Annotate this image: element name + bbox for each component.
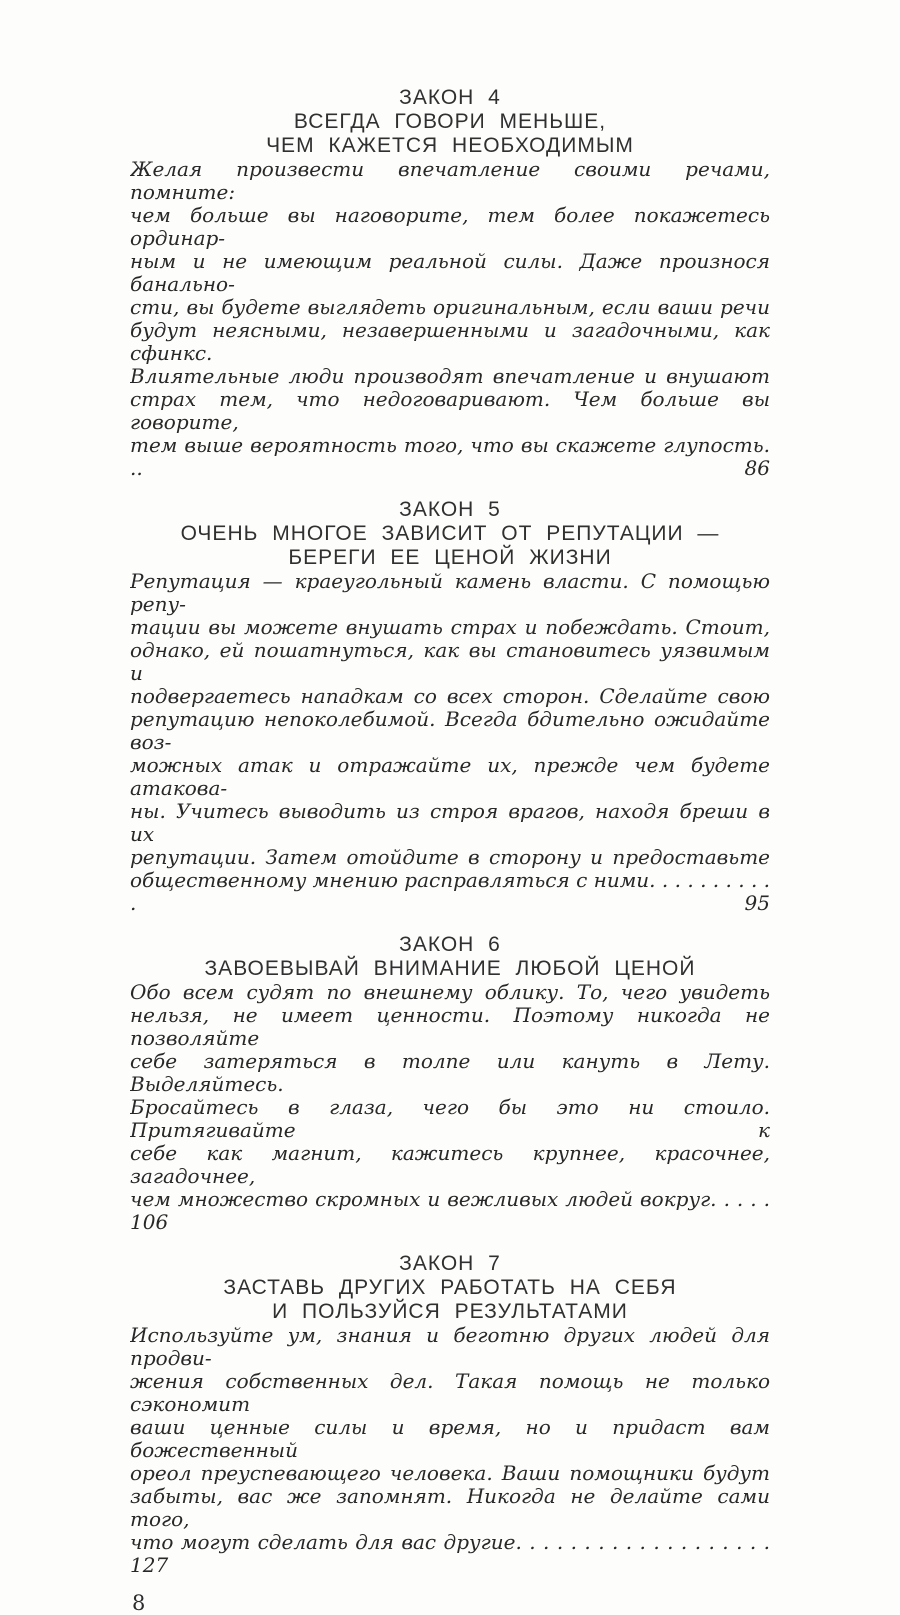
description-last-line (130, 434, 770, 480)
description-line: чем больше вы наговорите, тем более покажетесь ординар- (130, 204, 770, 250)
law-description (130, 1324, 770, 1577)
description-line: однако, ей пошатнуться, как вы становитесь уязвимым и (130, 639, 770, 685)
page-ref: 127 (130, 1553, 169, 1577)
description-line: будут неясными, незавершенными и загадочными, как сфинкс. (130, 319, 770, 365)
law-title-line: ОЧЕНЬ МНОГОЕ ЗАВИСИТ ОТ РЕПУТАЦИИ — (180, 522, 720, 545)
leader-dots: .. (130, 456, 143, 480)
description-line: ваши ценные силы и время, но и придаст вам божественный (130, 1416, 770, 1462)
law-title-line: ВСЕГДА ГОВОРИ МЕНЬШЕ, (293, 110, 607, 133)
law-description (130, 158, 770, 480)
law-section (130, 1252, 770, 1577)
law-heading (130, 1252, 770, 1324)
law-description (130, 981, 770, 1234)
description-line: Обо всем судят по внешнему облику. То, чего увидеть (130, 981, 770, 1004)
page-ref: 106 (130, 1210, 169, 1234)
law-title-line: БЕРЕГИ ЕЕ ЦЕНОЙ ЖИЗНИ (288, 546, 612, 569)
description-last-line (130, 1531, 770, 1577)
description-tail: что могут сделать для вас другие. (130, 1531, 522, 1554)
description-last-line (130, 1188, 770, 1234)
description-line: себе затеряться в толпе или кануть в Лету. Выделяйтесь. (130, 1050, 770, 1096)
law-title-line: ЧЕМ КАЖЕТСЯ НЕОБХОДИМЫМ (266, 134, 634, 157)
description-tail: общественному мнению расправляться с ними. (130, 869, 656, 892)
law-heading (130, 933, 770, 981)
law-section (130, 498, 770, 915)
description-line: тации вы можете внушать страх и побеждать. Стоит, (130, 616, 770, 639)
description-line: Влиятельные люди производят впечатление и внушают (130, 365, 770, 388)
description-line: Бросайтесь в глаза, чего бы это ни стоило. Притягивайте к (130, 1096, 770, 1142)
description-line: себе как магнит, кажитесь крупнее, красочнее, загадочнее, (130, 1142, 770, 1188)
description-line: ным и не имеющим реальной силы. Даже произнося банально- (130, 250, 770, 296)
law-title-line: ЗАСТАВЬ ДРУГИХ РАБОТАТЬ НА СЕБЯ (223, 1276, 677, 1299)
description-line: репутацию непоколебимой. Всегда бдительно ожидайте воз- (130, 708, 770, 754)
description-line: подвергаетесь нападкам со всех сторон. Сделайте свою (130, 685, 770, 708)
description-line: сти, вы будете выглядеть оригинальным, если ваши речи (130, 296, 770, 319)
description-line: ны. Учитесь выводить из строя врагов, находя бреши в их (130, 800, 770, 846)
leader-dots: . . . . . . . . . . . . . . . . . . (529, 1531, 770, 1554)
law-title-line: ЗАВОЕВЫВАЙ ВНИМАНИЕ ЛЮБОЙ ЦЕНОЙ (204, 957, 696, 980)
law-section (130, 933, 770, 1234)
laws-list (130, 86, 770, 1577)
law-heading (130, 498, 770, 570)
description-line: Используйте ум, знания и беготню других людей для продви- (130, 1324, 770, 1370)
description-line: нельзя, не имеет ценности. Поэтому никогда не позволяйте (130, 1004, 770, 1050)
description-line: ореол преуспевающего человека. Ваши помощники будут (130, 1462, 770, 1485)
leader-dots: . . . . (723, 1188, 770, 1211)
description-line: Желая произвести впечатление своими речами, помните: (130, 158, 770, 204)
page-ref: 95 (744, 891, 770, 915)
description-line: Репутация — краеугольный камень власти. С помощью репу- (130, 570, 770, 616)
toc-content (130, 86, 770, 1615)
description-line: репутации. Затем отойдите в сторону и предоставьте (130, 846, 770, 869)
page-ref: 86 (744, 456, 770, 480)
page-number: 8 (132, 1591, 146, 1615)
law-number-line: ЗАКОН 6 (399, 933, 501, 956)
law-section (130, 86, 770, 480)
description-line: страх тем, что недоговаривают. Чем больше вы говорите, (130, 388, 770, 434)
law-heading (130, 86, 770, 158)
law-description (130, 570, 770, 915)
leader-dots: . . . . . . . . . . (130, 869, 770, 915)
description-tail: чем множество скромных и вежливых людей вокруг. (130, 1188, 717, 1211)
description-line: жения собственных дел. Такая помощь не только сэкономит (130, 1370, 770, 1416)
law-number-line: ЗАКОН 5 (399, 498, 501, 521)
description-line: забыты, вас же запомнят. Никогда не делайте сами того, (130, 1485, 770, 1531)
law-number-line: ЗАКОН 7 (399, 1252, 501, 1275)
description-tail: тем выше вероятность того, что вы скажете глупость. (130, 434, 770, 457)
description-line: можных атак и отражайте их, прежде чем будете атакова- (130, 754, 770, 800)
law-number-line: ЗАКОН 4 (399, 86, 501, 109)
description-last-line (130, 869, 770, 915)
law-title-line: И ПОЛЬЗУЙСЯ РЕЗУЛЬТАТАМИ (272, 1300, 628, 1323)
